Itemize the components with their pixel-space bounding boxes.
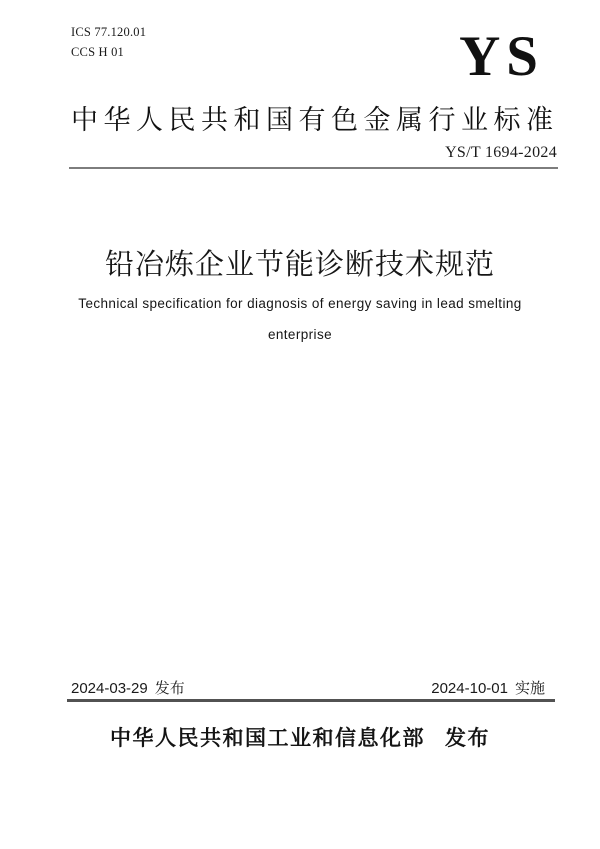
standard-code: YS/T 1694-2024 [445, 144, 557, 161]
ics-code: ICS 77.120.01 [71, 25, 147, 39]
publisher-label: 发布 [445, 727, 490, 750]
dates-row [71, 677, 545, 698]
issue-date-label: 发布 [154, 680, 185, 697]
implementation-date-label: 实施 [514, 680, 545, 697]
publisher-line [0, 722, 600, 752]
ys-logo: YS [459, 25, 544, 88]
standard-name: 中华人民共和国有色金属行业标准 [71, 105, 553, 135]
header-divider [69, 167, 558, 169]
document-title-zh: 铅冶炼企业节能诊断技术规范 [104, 249, 495, 281]
implementation-date-value: 2024-10-01 [431, 680, 508, 697]
publisher-name: 中华人民共和国工业和信息化部 [110, 727, 425, 750]
document-title-en-line2: enterprise [267, 327, 333, 342]
issue-date-value: 2024-03-29 [71, 680, 148, 697]
implementation-date [431, 677, 545, 698]
issue-date [71, 677, 185, 698]
document-title-en-line1: Technical specification for diagnosis of energy saving in lead smelting [78, 296, 522, 311]
footer-divider [67, 699, 555, 702]
ccs-code: CCS H 01 [71, 45, 125, 59]
classification-codes [71, 22, 146, 62]
document-title-en [0, 288, 600, 350]
